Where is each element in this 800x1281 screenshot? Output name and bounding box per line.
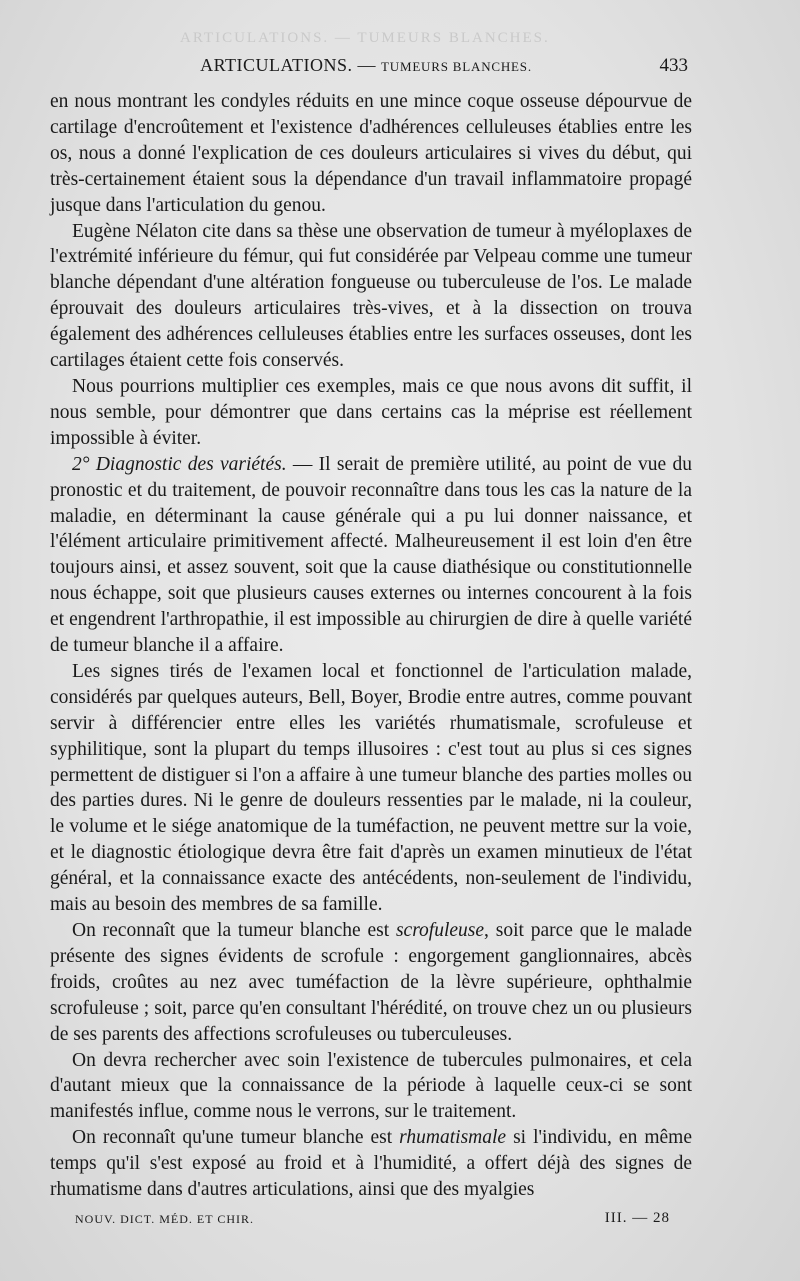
page-footer xyxy=(75,1210,670,1230)
running-title xyxy=(40,55,692,76)
term-scrofuleuse: scrofuleuse xyxy=(395,920,485,941)
paragraph-8 xyxy=(50,1125,692,1203)
paragraph-6-part-b: , soit parce que le malade présente des signes évidents de scrofule : engorgement ganglionnaires, abcès froids, croûtes au nez avec tuméfaction de la lèvre supérieure, ophthalmie scrofuleuse ; soit, parce qu'en consultant l'hérédité, on trouve chez un ou plusieurs de ses parents des affections scrofuleuses ou tuberculeuses. xyxy=(50,920,692,1045)
paragraph-2: Eugène Nélaton cite dans sa thèse une observation de tumeur à myéloplaxes de l'extrémité inférieure du fémur, qui fut considérée par Velpeau comme une tumeur blanche dépendant d'une altération fongueuse ou tuberculeuse de l'os. Le malade éprouvait des douleurs articulaires très-vives, et à la dissection on trouva également des adhérences celluleuses établies entre les surfaces osseuses, dont les cartilages étaient cette fois conservés. xyxy=(50,220,692,372)
section-heading-diagnostic: 2° Diagnostic des variétés. xyxy=(72,453,287,475)
paragraph-5: Les signes tirés de l'examen local et fonctionnel de l'articulation malade, considérés par quelques auteurs, Bell, Boyer, Brodie entre autres, comme pouvant servir à différencier entre elles les variétés rhumatismale, scrofuleuse et syphilitique, sont la plupart du temps illusoires : c'est tout au plus si ces signes permettent de distiguer si l'on a affaire à une tumeur blanche des parties molles ou des parties dures. Ni le genre de douleurs ressenties par le malade, ni la couleur, le volume et le siége anatomique de la tuméfaction, ne peuvent mettre sur la voie, et le diagnostic étiologique devra être fait d'après un examen minutieux de l'état général, et la connaissance exacte des antécédents, non-seulement de l'individu, mais au besoin des membres de sa famille. xyxy=(50,660,692,916)
paragraph-6 xyxy=(50,918,692,1048)
term-rhumatismale: rhumatismale xyxy=(399,1127,507,1149)
paragraph-7: On devra rechercher avec soin l'existence de tubercules pulmonaires, et cela d'autant mieux que la connaissance de la période à laquelle ceux-ci se sont manifestés influe, comme nous le verrons, sur le traitement. xyxy=(50,1049,692,1123)
page-number: 433 xyxy=(659,55,688,76)
paragraph-4 xyxy=(50,452,692,659)
running-title-main: ARTICULATIONS. xyxy=(200,55,353,75)
running-title-dash: — xyxy=(357,55,377,75)
body-text xyxy=(50,89,692,1203)
paragraph-3: Nous pourrions multiplier ces exemples, mais ce que nous avons dit suffit, il nous semble, pour démontrer que dans certains cas la méprise est réellement impossible à éviter. xyxy=(50,375,692,449)
running-title-sub: TUMEURS BLANCHES. xyxy=(381,59,532,74)
paragraph-8-part-b: si l'individu, en même temps qu'il s'est exposé au froid et à l'humidité, a offert déjà des signes de rhumatisme dans d'autres articulations, ainsi que des myalgies xyxy=(50,1127,693,1201)
running-header xyxy=(40,55,692,81)
bleed-through-text: ARTICULATIONS. — TUMEURS BLANCHES. xyxy=(180,30,550,46)
paragraph-4-text: — Il serait de première utilité, au point de vue du pronostic et du traitement, de pouvoir reconnaître dans tous les cas la nature de la maladie, en déterminant la cause générale qui a pu lui donner naissance, et l'élément articulaire primitivement affecté. Malheureusement il est loin d'en être toujours ainsi, et assez souvent, soit que la cause diathésique ou constitutionnelle nous échappe, soit que plusieurs causes externes ou internes concourent à la fois et engendrent l'arthropathie, il est impossible au chirurgien de dire à quelle variété de tumeur blanche il a affaire. xyxy=(50,453,692,657)
paragraph-6-part-a: On reconnaît que la tumeur blanche est xyxy=(72,920,396,941)
footer-signature: NOUV. DICT. MÉD. ET CHIR. xyxy=(75,1212,255,1226)
paragraph-8-part-a: On reconnaît qu'une tumeur blanche est xyxy=(72,1127,400,1149)
paragraph-1: en nous montrant les condyles réduits en une mince coque osseuse dépourvue de cartilage d'encroûtement et l'existence d'adhérences celluleuses établies entre les os, nous a donné l'explication de ces douleurs articulaires si vives du début, qui très-certainement étaient sous la dépendance d'un travail inflammatoire propagé jusque dans l'articulation du genou. xyxy=(50,91,692,216)
footer-sheet-number: III. — 28 xyxy=(604,1210,670,1226)
